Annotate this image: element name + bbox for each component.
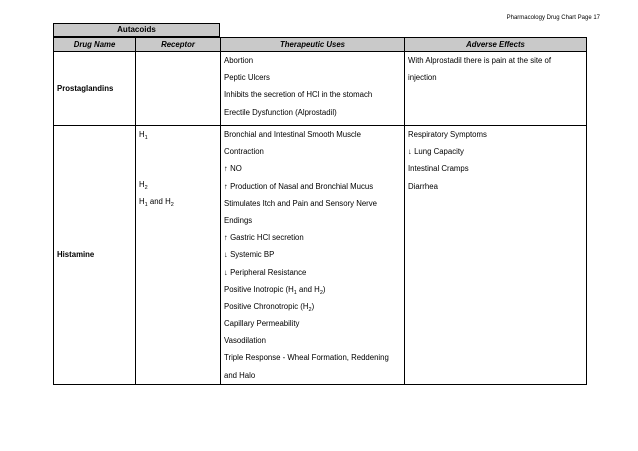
use-line	[224, 229, 404, 246]
adverse-line: With Alprostadil there is pain at the site of	[408, 56, 552, 65]
use-text: )	[322, 284, 326, 294]
use-line: Abortion	[224, 56, 254, 65]
column-header-therapeutic-uses: Therapeutic Uses	[221, 38, 405, 52]
receptor-cell	[136, 126, 221, 385]
receptor-cell	[136, 52, 221, 126]
adverse-line	[408, 143, 586, 160]
use-line	[224, 160, 404, 177]
use-text: Production of Nasal and Bronchial Mucus	[230, 181, 374, 191]
receptor-subscript: 2	[170, 202, 174, 209]
receptor-line	[139, 193, 220, 210]
use-text: Positive Inotropic (H	[224, 284, 294, 294]
adverse-line: Diarrhea	[408, 181, 438, 191]
use-subscript: 2	[319, 289, 323, 296]
drug-name-cell: Prostaglandins	[54, 52, 136, 126]
column-header-receptor: Receptor	[136, 38, 221, 52]
use-line: Endings	[224, 215, 253, 225]
adverse-line: Intestinal Cramps	[408, 164, 469, 174]
use-text: Peripheral Resistance	[230, 267, 307, 277]
therapeutic-uses-cell	[221, 126, 405, 385]
use-subscript: 1	[293, 289, 297, 296]
use-line: Inhibits the secretion of HCl in the stomach	[224, 90, 373, 100]
use-text: Systemic BP	[230, 250, 275, 260]
use-subscript: 2	[308, 306, 312, 313]
receptor-line	[139, 126, 220, 143]
table-row-prostaglandins	[54, 52, 587, 126]
receptor-subscript: 1	[144, 202, 148, 209]
use-text: )	[311, 301, 315, 311]
receptor-subscript: 1	[144, 135, 148, 141]
adverse-effects-cell	[405, 52, 587, 126]
receptor-letter: H	[139, 180, 145, 190]
use-line	[224, 264, 404, 281]
use-line: Erectile Dysfunction (Alprostadil)	[224, 107, 337, 117]
down-arrow-icon: ↓	[224, 267, 228, 277]
page-header: Pharmacology Drug Chart Page 17	[506, 15, 600, 21]
receptor-letter: H	[139, 197, 145, 207]
down-arrow-icon: ↓	[408, 147, 412, 157]
column-header-adverse-effects: Adverse Effects	[405, 38, 587, 52]
use-text: NO	[230, 164, 242, 174]
adverse-line: injection	[408, 73, 437, 83]
adverse-line: Respiratory Symptoms	[408, 130, 487, 139]
use-line: Bronchial and Intestinal Smooth Muscle	[224, 130, 361, 139]
use-line: Capillary Permeability	[224, 319, 300, 329]
use-line: Vasodilation	[224, 336, 266, 346]
use-line: Triple Response - Wheal Formation, Reddening	[224, 353, 389, 363]
up-arrow-icon: ↑	[224, 233, 228, 243]
table-row-histamine	[54, 126, 587, 385]
use-line: and Halo	[224, 370, 256, 380]
up-arrow-icon: ↑	[224, 164, 228, 174]
use-line	[224, 246, 404, 263]
table-header-row	[54, 38, 587, 52]
receptor-letter: H	[165, 197, 171, 207]
spacer	[139, 143, 220, 176]
section-title: Autacoids	[53, 23, 220, 37]
drug-chart-table	[53, 37, 587, 385]
up-arrow-icon: ↑	[224, 181, 228, 191]
down-arrow-icon: ↓	[224, 250, 228, 260]
drug-name-cell: Histamine	[54, 126, 136, 385]
use-line	[224, 178, 404, 195]
use-text: and H	[296, 284, 320, 294]
use-line: Contraction	[224, 147, 264, 157]
use-line: Stimulates Itch and Pain and Sensory Nerve	[224, 198, 377, 208]
receptor-letter: H	[139, 130, 145, 139]
receptor-and: and	[149, 197, 163, 207]
adverse-text: Lung Capacity	[414, 147, 464, 157]
use-text: Gastric HCl secretion	[230, 233, 304, 243]
use-line	[224, 298, 404, 315]
use-line: Peptic Ulcers	[224, 73, 270, 83]
use-text: Positive Chronotropic (H	[224, 301, 309, 311]
column-header-drug-name: Drug Name	[54, 38, 136, 52]
receptor-line	[139, 176, 220, 193]
therapeutic-uses-cell	[221, 52, 405, 126]
adverse-effects-cell	[405, 126, 587, 385]
use-line	[224, 281, 404, 298]
receptor-subscript: 2	[144, 185, 148, 192]
